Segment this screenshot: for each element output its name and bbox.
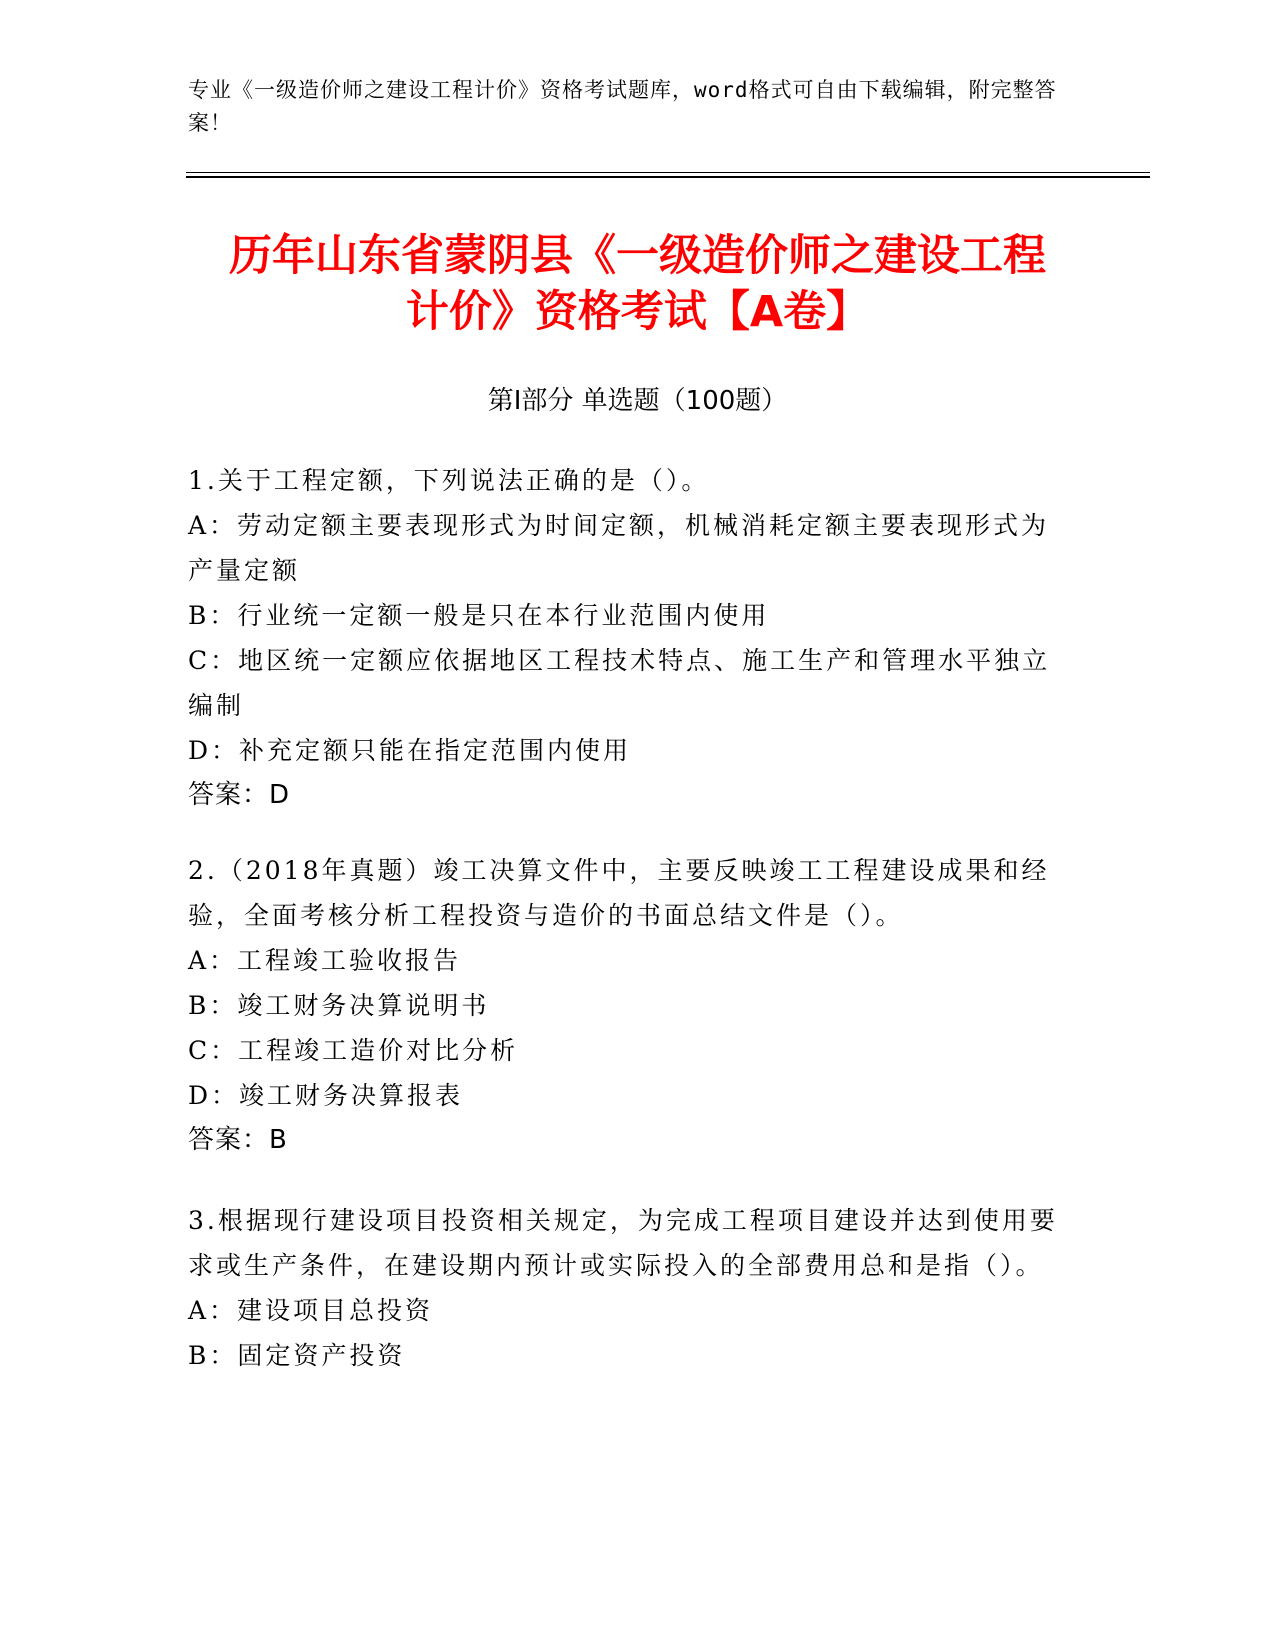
option-b: B：行业统一定额一般是只在本行业范围内使用 (188, 601, 770, 630)
question-stem: 2.（2018年真题）竣工决算文件中，主要反映竣工工程建设成果和经验，全面考核分析工程投资与造价的书面总结文件是（）。 (188, 856, 1050, 930)
answer: 答案：D (188, 780, 291, 810)
header-divider-thick (186, 176, 1150, 178)
option-a: A：工程竣工验收报告 (188, 946, 462, 975)
option-d: D：补充定额只能在指定范围内使用 (188, 736, 632, 765)
question-3 (188, 1198, 1068, 1378)
answer: 答案：B (188, 1125, 288, 1155)
option-c: C：工程竣工造价对比分析 (188, 1036, 519, 1065)
question-1 (188, 458, 1068, 818)
option-a: A：劳动定额主要表现形式为时间定额，机械消耗定额主要表现形式为产量定额 (188, 511, 1050, 585)
header-note: 专业《一级造价师之建设工程计价》资格考试题库，word格式可自由下载编辑，附完整答案！ (188, 78, 1057, 135)
option-b: B：竣工财务决算说明书 (188, 991, 490, 1020)
option-d: D：竣工财务决算报表 (188, 1081, 464, 1110)
title-line-2: 计价》资格考试【A卷】 (405, 287, 870, 337)
question-stem: 3.根据现行建设项目投资相关规定，为完成工程项目建设并达到使用要求或生产条件，在建设期内预计或实际投入的全部费用总和是指（）。 (188, 1206, 1058, 1280)
header-divider-thin (186, 172, 1150, 173)
question-stem: 1.关于工程定额，下列说法正确的是（）。 (188, 466, 710, 495)
section-heading: 第I部分 单选题（100题） (487, 386, 788, 416)
title-line-1: 历年山东省蒙阴县《一级造价师之建设工程 (229, 231, 1046, 281)
question-2 (188, 848, 1068, 1163)
option-b: B：固定资产投资 (188, 1341, 406, 1370)
document-title (150, 228, 1125, 340)
option-c: C：地区统一定额应依据地区工程技术特点、施工生产和管理水平独立编制 (188, 646, 1051, 720)
option-a: A：建设项目总投资 (188, 1296, 434, 1325)
